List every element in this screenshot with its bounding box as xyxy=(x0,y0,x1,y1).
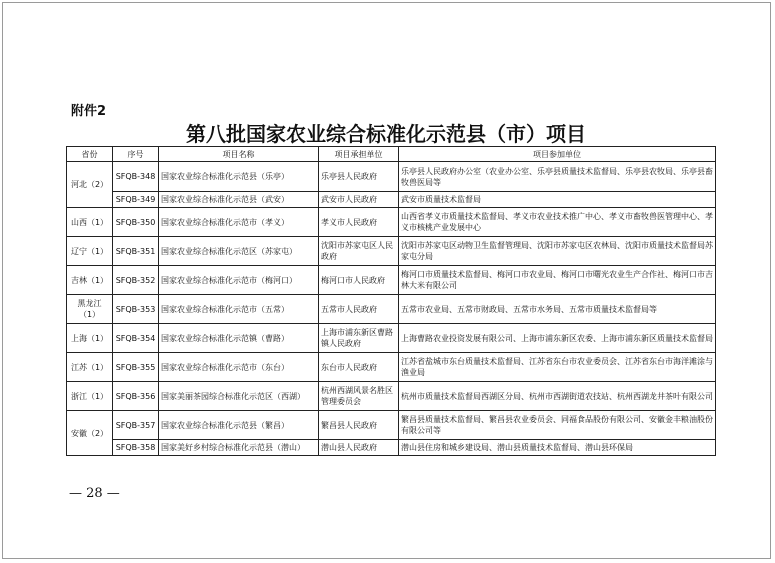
project-code: SFQB-352 xyxy=(113,266,159,295)
project-name: 国家农业综合标准化示范镇（曹路） xyxy=(159,324,319,353)
province-cell: 山西（1） xyxy=(67,208,113,237)
table-header-row xyxy=(67,147,716,162)
participating-units: 沈阳市苏家屯区动物卫生监督管理局、沈阳市苏家屯区农林局、沈阳市质量技术监督局苏家屯分局 xyxy=(399,237,716,266)
participating-units: 潜山县住房和城乡建设局、潜山县质量技术监督局、潜山县环保局 xyxy=(399,440,716,456)
participating-units: 江苏省盐城市东台质量技术监督局、江苏省东台市农业委员会、江苏省东台市海洋滩涂与渔业局 xyxy=(399,353,716,382)
lead-unit: 繁昌县人民政府 xyxy=(319,411,399,440)
province-cell: 上海（1） xyxy=(67,324,113,353)
table-row xyxy=(67,382,716,411)
table-row xyxy=(67,295,716,324)
participating-units: 上海曹路农业投资发展有限公司、上海市浦东新区农委、上海市浦东新区质量技术监督局 xyxy=(399,324,716,353)
header-project-name: 项目名称 xyxy=(159,147,319,162)
project-code: SFQB-350 xyxy=(113,208,159,237)
participating-units: 梅河口市质量技术监督局、梅河口市农业局、梅河口市曙光农业生产合作社、梅河口市吉林大米有限公司 xyxy=(399,266,716,295)
table-row xyxy=(67,353,716,382)
project-code: SFQB-354 xyxy=(113,324,159,353)
project-code: SFQB-357 xyxy=(113,411,159,440)
participating-units: 杭州市质量技术监督局西湖区分局、杭州市西湖街道农技站、杭州西湖龙井茶叶有限公司 xyxy=(399,382,716,411)
province-cell: 江苏（1） xyxy=(67,353,113,382)
participating-units: 山西省孝义市质量技术监督局、孝义市农业技术推广中心、孝义市畜牧兽医管理中心、孝义市核桃产业发展中心 xyxy=(399,208,716,237)
lead-unit: 东台市人民政府 xyxy=(319,353,399,382)
table-row xyxy=(67,162,716,192)
lead-unit: 潜山县人民政府 xyxy=(319,440,399,456)
project-name: 国家农业综合标准化示范市（孝义） xyxy=(159,208,319,237)
lead-unit: 杭州西湖风景名胜区管理委员会 xyxy=(319,382,399,411)
province-cell: 辽宁（1） xyxy=(67,237,113,266)
table-row xyxy=(67,192,716,208)
project-name: 国家农业综合标准化示范县（繁昌） xyxy=(159,411,319,440)
project-code: SFQB-351 xyxy=(113,237,159,266)
project-name: 国家农业综合标准化示范县（武安） xyxy=(159,192,319,208)
province-cell: 吉林（1） xyxy=(67,266,113,295)
project-name: 国家美丽茶园综合标准化示范区（西湖） xyxy=(159,382,319,411)
lead-unit: 五常市人民政府 xyxy=(319,295,399,324)
province-cell: 河北（2） xyxy=(67,162,113,208)
province-cell: 安徽（2） xyxy=(67,411,113,456)
lead-unit: 上海市浦东新区曹路镇人民政府 xyxy=(319,324,399,353)
participating-units: 五常市农业局、五常市财政局、五常市水务局、五常市质量技术监督局等 xyxy=(399,295,716,324)
project-code: SFQB-348 xyxy=(113,162,159,192)
project-code: SFQB-353 xyxy=(113,295,159,324)
lead-unit: 武安市人民政府 xyxy=(319,192,399,208)
project-code: SFQB-349 xyxy=(113,192,159,208)
lead-unit: 乐亭县人民政府 xyxy=(319,162,399,192)
table-row xyxy=(67,324,716,353)
lead-unit: 梅河口市人民政府 xyxy=(319,266,399,295)
participating-units: 武安市质量技术监督局 xyxy=(399,192,716,208)
lead-unit: 沈阳市苏家屯区人民政府 xyxy=(319,237,399,266)
project-code: SFQB-355 xyxy=(113,353,159,382)
participating-units: 乐亭县人民政府办公室（农业办公室、乐亭县质量技术监督局、乐亭县农牧局、乐亭县畜牧兽医局等 xyxy=(399,162,716,192)
province-cell: 浙江（1） xyxy=(67,382,113,411)
table-row xyxy=(67,266,716,295)
table-row xyxy=(67,208,716,237)
header-province: 省份 xyxy=(67,147,113,162)
project-name: 国家农业综合标准化示范市（梅河口） xyxy=(159,266,319,295)
table-row xyxy=(67,411,716,440)
project-name: 国家农业综合标准化示范市（五常） xyxy=(159,295,319,324)
project-name: 国家农业综合标准化示范区（苏家屯） xyxy=(159,237,319,266)
table-row xyxy=(67,237,716,266)
project-name: 国家美好乡村综合标准化示范县（潜山） xyxy=(159,440,319,456)
header-number: 序号 xyxy=(113,147,159,162)
project-code: SFQB-358 xyxy=(113,440,159,456)
project-code: SFQB-356 xyxy=(113,382,159,411)
participating-units: 繁昌县质量技术监督局、繁昌县农业委员会、同福食品股份有限公司、安徽金丰粮油股份有限公司等 xyxy=(399,411,716,440)
project-name: 国家农业综合标准化示范县（乐亭） xyxy=(159,162,319,192)
header-participating-units: 项目参加单位 xyxy=(399,147,716,162)
header-lead-unit: 项目承担单位 xyxy=(319,147,399,162)
page-number: — 28 — xyxy=(69,486,120,501)
attachment-label: 附件2 xyxy=(71,104,107,119)
lead-unit: 孝义市人民政府 xyxy=(319,208,399,237)
province-cell: 黑龙江（1） xyxy=(67,295,113,324)
project-name: 国家农业综合标准化示范市（东台） xyxy=(159,353,319,382)
document-title: 第八批国家农业综合标准化示范县（市）项目 xyxy=(186,122,586,146)
table-row xyxy=(67,440,716,456)
project-table xyxy=(66,146,716,456)
